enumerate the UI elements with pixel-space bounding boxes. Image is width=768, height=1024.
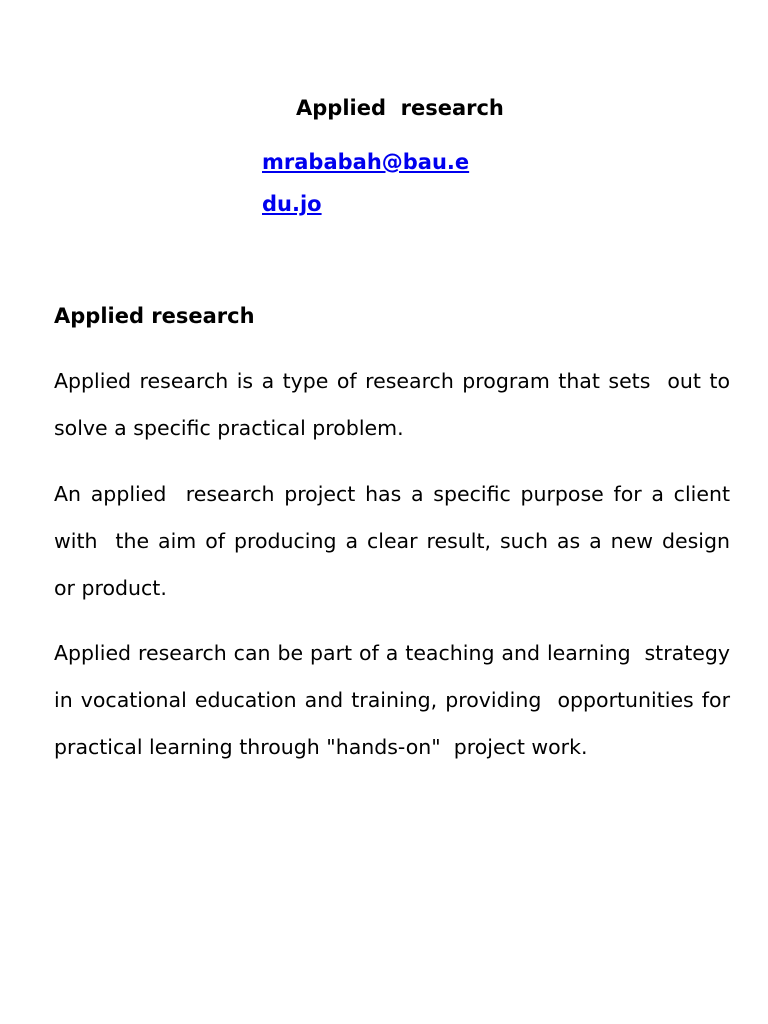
body-paragraph: Applied research is a type of research program that sets out to solve a specific practical problem.	[54, 369, 737, 440]
section-heading: Applied research	[54, 304, 255, 328]
document-title: Applied research	[296, 96, 504, 120]
email-link[interactable]: mrababah@bau.edu.jo	[262, 150, 470, 216]
body-paragraph: An applied research project has a specific purpose for a client with the aim of producing a clear result, such as a new design or product.	[54, 482, 744, 600]
body-paragraph: Applied research can be part of a teaching and learning strategy in vocational education and training, providing opportunities for practical learning through "hands-on" project work.	[54, 641, 737, 759]
